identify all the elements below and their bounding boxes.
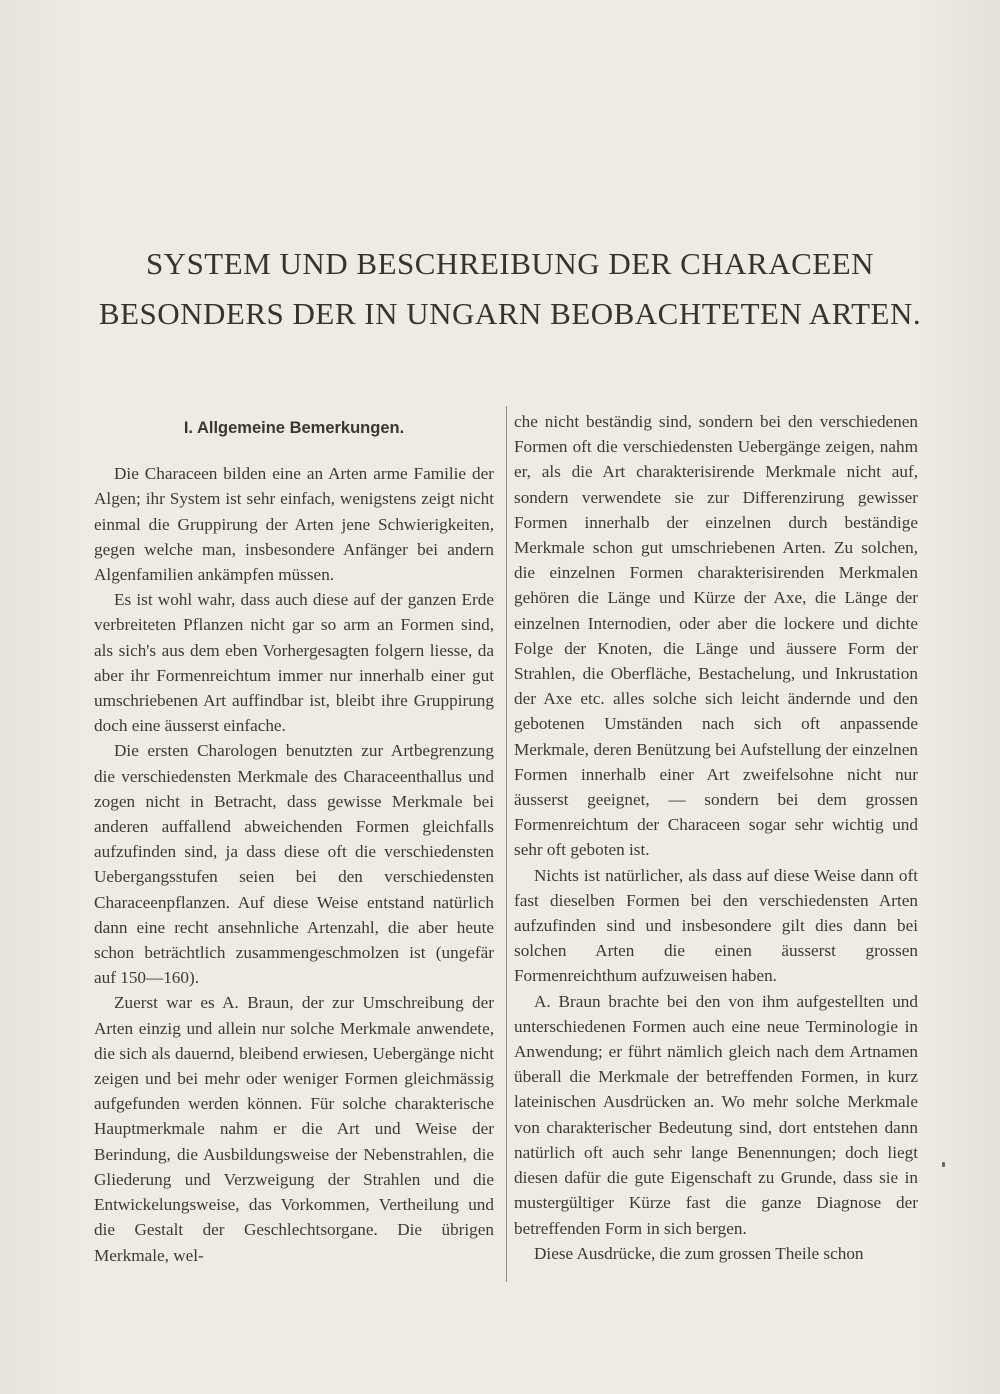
paragraph: Diese Ausdrücke, die zum grossen Theile schon bbox=[534, 1243, 864, 1263]
paragraph: Es ist wohl wahr, dass auch diese auf der ganzen Erde verbreiteten Pflanzen nicht gar so arm an Formen sind, als sich's aus dem eben Vorhergesagten folgern liesse, da aber ihr Formenreichtum immer nur innerhalb einer gut umschriebenen Art auffindbar ist, bleibt ihre Gruppirung doch eine äusserst einfache. bbox=[94, 590, 494, 736]
paragraph: Nichts ist natürlicher, als dass auf diese Weise dann oft fast dieselben Formen bei den verschiedensten Arten aufzufinden sind und insbesondere gilt dies dann bei solchen Arten die einen äusserst grossen Formenreichthum aufzuweisen haben. bbox=[514, 865, 918, 986]
right-column bbox=[514, 409, 918, 1266]
paragraph: A. Braun brachte bei den von ihm aufgestellten und unterschiedenen Formen auch eine neue Terminologie in Anwendung; er führt nämlich gleich nach dem Artnamen überall die Merkmale der betreffenden Formen, in kurz lateinischen Ausdrücken an. Wo mehr solche Merkmale von charakterischer Bedeutung sind, dort entstehen dann natürlich oft auch sehr lange Benennungen; doch liegt diesen dafür die gute Eigenschaft zu Grunde, dass sie in mustergültiger Kürze fast die ganze Diagnose der betreffenden Form in sich bergen. bbox=[514, 991, 918, 1238]
paragraph: Zuerst war es A. Braun, der zur Umschreibung der Arten einzig und allein nur solche Merkmale anwendete, die sich als dauernd, bleibend erwiesen, Uebergänge nicht zeigen und bei mehr oder weniger Formen gleichmässig aufgefunden werden können. Für solche charakterische Hauptmerkmale nahm er die Art und Weise der Berindung, die Ausbildungsweise der Nebenstrahlen, die Gliederung und Verzweigung der Strahlen und die Entwickelungsweise, das Vorkommen, Vertheilung und die Gestalt der Geschlechtsorgane. Die übrigen Merkmale, wel- bbox=[94, 993, 494, 1265]
paragraph: Die ersten Charologen benutzten zur Artbegrenzung die verschiedensten Merkmale des Characeenthallus und zogen nicht in Betracht, dass gewisse Merkmale bei anderen auffallend abweichenden Formen gleichfalls aufzufinden sind, ja dass diese oft die verschiedensten Uebergangsstufen seien bei den verschiedensten Characeenpflanzen. Auf diese Weise entstand natürlich dann eine recht ansehnliche Artenzahl, die aber heute schon beträchtlich zusammengeschmolzen ist (ungefär auf 150—160). bbox=[94, 741, 494, 988]
document-title-line-2: BESONDERS DER IN UNGARN BEOBACHTETEN ARTEN. bbox=[98, 296, 922, 331]
ink-speck bbox=[942, 1162, 945, 1167]
left-column bbox=[94, 416, 494, 1268]
column-divider bbox=[506, 406, 507, 1282]
paragraph: che nicht beständig sind, sondern bei den verschiedenen Formen oft die verschiedensten Uebergänge zeigen, nahm er, als die Art charakterisirende Merkmale nicht auf, sondern verwendete sie zur Differenzirung gewisser Formen innerhalb der einzelnen durch beständige Merkmale schon gut umschriebenen Arten. Zu solchen, die einzelnen Formen charakterisirenden Merkmalen gehören die Länge und Kürze der Axe, die Länge der einzelnen Internodien, oder aber die lockere und dichte Folge der Knoten, die Länge und äussere Form der Strahlen, die Oberfläche, Bestachelung, und Inkrustation der Axe etc. alles solche sich leicht ändernde und den gebotenen Umständen nach sich oft anpassende Merkmale, deren Benützung bei Aufstellung der einzelnen Formen innerhalb einer Art zweifelsohne nicht nur äusserst geeignet, — sondern bei dem grossen Formenreichtum der Characeen sogar sehr wichtig und sehr oft geboten ist. bbox=[514, 412, 918, 860]
section-heading: I. Allgemeine Bemerkungen. bbox=[183, 419, 405, 437]
paragraph: Die Characeen bilden eine an Arten arme Familie der Algen; ihr System ist sehr einfach, wenigstens zeigt nicht einmal die Gruppirung der Arten jene Schwierigkeiten, gegen welche man, insbesondere Anfänger bei andern Algenfamilien ankämpfen müssen. bbox=[94, 464, 494, 585]
document-title-line-1: SYSTEM UND BESCHREIBUNG DER CHARACEEN bbox=[145, 246, 875, 281]
